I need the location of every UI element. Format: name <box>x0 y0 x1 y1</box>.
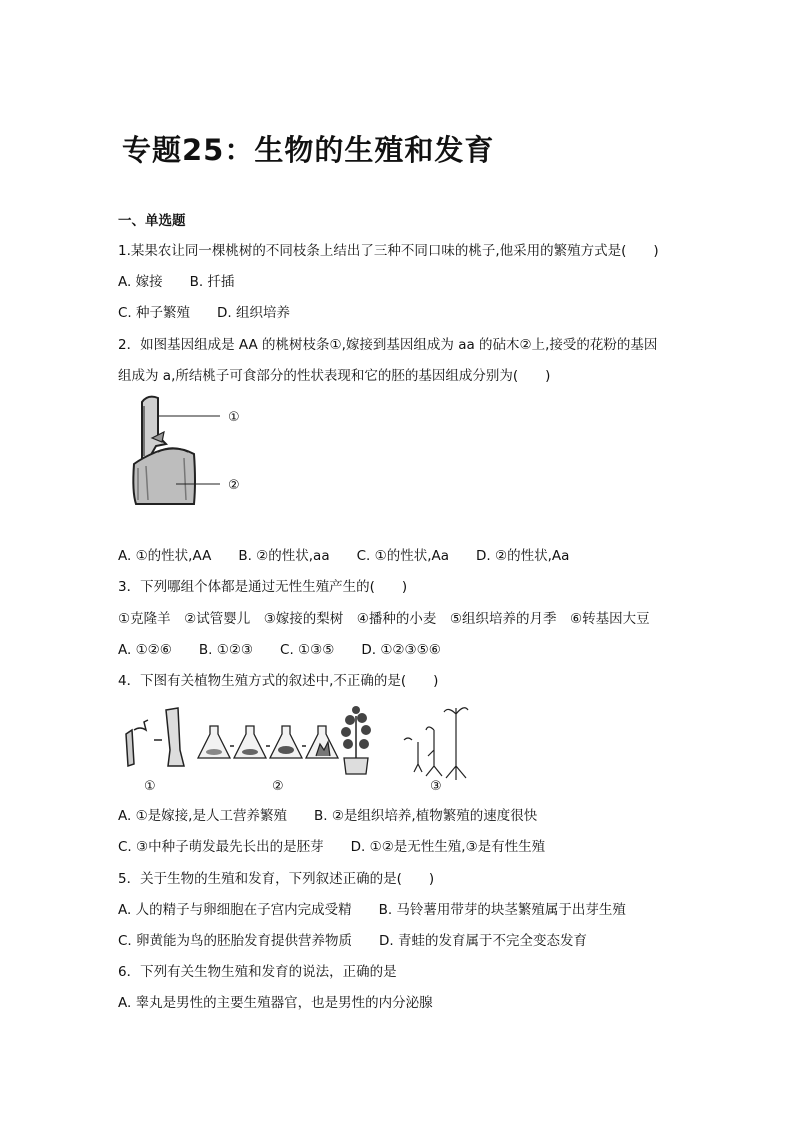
question-6-stem: 6．下列有关生物生殖和发育的说法，正确的是 <box>118 964 397 980</box>
question-4-options-line2: C. ③中种子萌发最先长出的是胚芽 D. ①②是无性生殖,③是有性生殖 <box>118 839 546 855</box>
section-heading: 一、单选题 <box>118 213 186 229</box>
question-4-options-line1: A. ①是嫁接,是人工营养繁殖 B. ②是组织培养,植物繁殖的速度很快 <box>118 808 538 824</box>
page-title: 专题25：生物的生殖和发育 <box>122 133 495 167</box>
question-2-stem-line2: 组成为 a,所结桃子可食部分的性状表现和它的胚的基因组成分别为( ) <box>118 368 551 384</box>
question-3-stem: 3．下列哪组个体都是通过无性生殖产生的( ) <box>118 579 408 595</box>
question-3-options: A. ①②⑥ B. ①②③ C. ①③⑤ D. ①②③⑤⑥ <box>118 642 441 658</box>
question-3-items: ①克隆羊 ②试管婴儿 ③嫁接的梨树 ④播种的小麦 ⑤组织培养的月季 ⑥转基因大豆 <box>118 611 650 627</box>
fig4-label-tissue-culture: ② <box>272 779 284 794</box>
fig-label-rootstock: ② <box>228 478 240 493</box>
question-4-stem: 4．下图有关植物生殖方式的叙述中,不正确的是( ) <box>118 673 439 689</box>
question-5-options-line1: A. 人的精子与卵细胞在子宫内完成受精 B. 马铃薯用带芽的块茎繁殖属于出芽生殖 <box>118 902 626 918</box>
question-6-options-line1: A. 睾丸是男性的主要生殖器官，也是男性的内分泌腺 <box>118 995 433 1011</box>
question-2-options: A. ①的性状,AA B. ②的性状,aa C. ①的性状,Aa D. ②的性状,Aa <box>118 548 570 564</box>
question-5-stem: 5．关于生物的生殖和发育，下列叙述正确的是( ) <box>118 871 435 887</box>
fig-label-scion: ① <box>228 410 240 425</box>
question-1-options-line2: C. 种子繁殖 D. 组织培养 <box>118 305 290 321</box>
question-2-stem-line1: 2．如图基因组成是 AA 的桃树枝条①,嫁接到基因组成为 aa 的砧木②上,接受的花粉的基因 <box>118 337 658 353</box>
question-5-options-line2: C. 卵黄能为鸟的胚胎发育提供营养物质 D. 青蛙的发育属于不完全变态发育 <box>118 933 587 949</box>
grafting-figure <box>128 392 258 508</box>
fig4-label-grafting: ① <box>144 779 156 794</box>
question-1-stem: 1.某果农让同一棵桃树的不同枝条上结出了三种不同口味的桃子,他采用的繁殖方式是( ) <box>118 243 659 259</box>
question-1-options-line1: A. 嫁接 B. 扦插 <box>118 274 235 290</box>
reproduction-methods-figure <box>118 700 478 796</box>
fig4-label-seed: ③ <box>430 779 442 794</box>
